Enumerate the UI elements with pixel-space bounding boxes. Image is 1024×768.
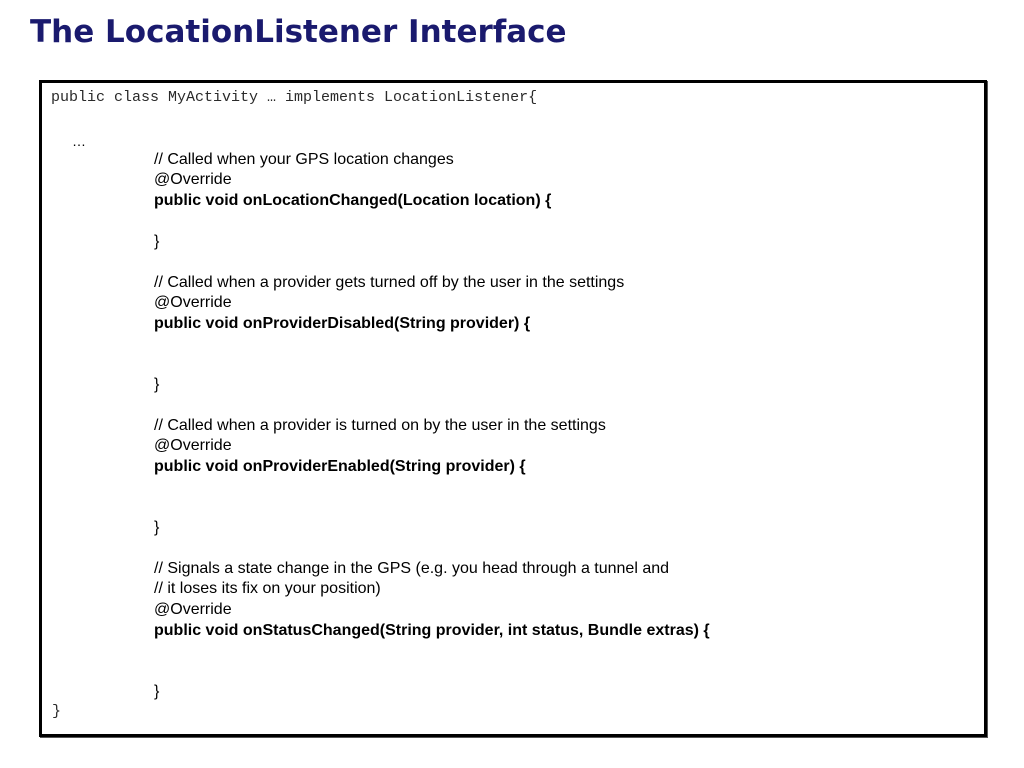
override-provider-enabled: @Override bbox=[154, 437, 232, 454]
signature-on-location-changed: public void onLocationChanged(Location location) { bbox=[154, 192, 552, 209]
class-close-brace: } bbox=[52, 703, 62, 720]
comment-location-changed: // Called when your GPS location changes bbox=[154, 151, 454, 168]
close-brace-provider-enabled: } bbox=[154, 519, 160, 536]
slide-title: The LocationListener Interface bbox=[30, 14, 567, 50]
comment-status-changed-1: // Signals a state change in the GPS (e.g. you head through a tunnel and bbox=[154, 560, 670, 577]
override-status-changed: @Override bbox=[154, 601, 232, 618]
close-brace-status-changed: } bbox=[154, 683, 160, 700]
code-ellipsis: … bbox=[72, 133, 86, 149]
class-declaration: public class MyActivity … implements LocationListener{ bbox=[51, 89, 538, 106]
close-brace-location-changed: } bbox=[154, 233, 160, 250]
comment-provider-enabled: // Called when a provider is turned on by the user in the settings bbox=[154, 417, 606, 434]
comment-provider-disabled: // Called when a provider gets turned off by the user in the settings bbox=[154, 274, 625, 291]
comment-status-changed-2: // it loses its fix on your position) bbox=[154, 580, 381, 597]
close-brace-provider-disabled: } bbox=[154, 376, 160, 393]
override-provider-disabled: @Override bbox=[154, 294, 232, 311]
signature-on-provider-enabled: public void onProviderEnabled(String provider) { bbox=[154, 458, 526, 475]
signature-on-provider-disabled: public void onProviderDisabled(String provider) { bbox=[154, 315, 531, 332]
code-box bbox=[39, 80, 987, 737]
override-location-changed: @Override bbox=[154, 171, 232, 188]
signature-on-status-changed: public void onStatusChanged(String provider, int status, Bundle extras) { bbox=[154, 622, 710, 639]
